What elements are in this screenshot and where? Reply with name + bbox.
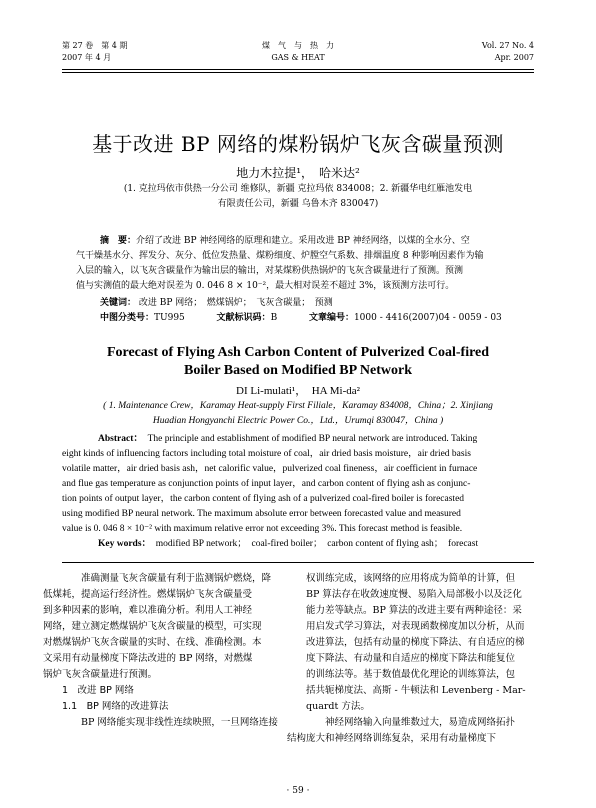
body-text-line: 到多种因素的影响，难以准确分析。利用人工神经	[43, 605, 253, 616]
body-text-line: quardt 方法。	[306, 701, 370, 712]
body-text-line: 准确测量飞灰含碳量有利于监测锅炉燃烧，降	[81, 573, 272, 584]
classification-line	[100, 311, 534, 326]
abstract-en-label: Abstract：	[98, 434, 143, 444]
body-paragraph-continued	[306, 571, 534, 715]
clc-label: 中图分类号：	[100, 313, 155, 323]
body-text-line: 括共轭梯度法、高斯 - 牛顿法和 Levenberg - Mar-	[306, 685, 526, 696]
body-text-line: 权训练完成，该网络的应用将成为简单的计算，但	[306, 573, 516, 584]
section-heading-1: 1 改进 BP 网络	[62, 685, 134, 696]
abstract-cn-label: 摘 要：	[100, 236, 137, 246]
affiliation-cn-line: 有限责任公司，新疆 乌鲁木齐 830047)	[217, 199, 379, 209]
body-text-line: 低煤耗，提高运行经济性。燃煤锅炉飞灰含碳量受	[43, 589, 253, 600]
paper-title-cn: 基于改进 BP 网络的煤粉锅炉飞灰含碳量预测	[92, 132, 504, 156]
abstract-en-line: volatile matter，air dried basis ash，net calorific value，pulverized coal fineness，air coefficient in furnace	[62, 464, 478, 474]
header-volume-en: Vol. 27 No. 4	[481, 41, 534, 50]
abstract-en-line: and flue gas temperature as conjunction points of input layer，and carbon content of flying ash as conjunc-	[62, 479, 471, 489]
body-text-line: 锅炉飞灰含碳量进行预测。	[43, 669, 158, 680]
intro-paragraph	[43, 571, 290, 683]
body-separator-rule	[62, 562, 534, 563]
body-text-line: 文采用有动量梯度下降法改进的 BP 网络，对燃煤	[43, 653, 253, 664]
abstract-cn	[76, 234, 534, 294]
body-text-line: 的训练法等。基于数值最优化理论的训练算法，包	[306, 669, 516, 680]
header-rule	[62, 69, 534, 70]
abstract-en	[62, 432, 534, 552]
header-center	[62, 40, 534, 64]
affiliation-en-line: ( 1. Maintenance Crew，Karamay Heat-supply First Filiale，Karamay 834008，China；2. Xinjiang	[103, 401, 493, 411]
body-left-column	[43, 571, 290, 731]
body-text-line: 神经网络输入向量维数过大，易造成网络拓扑	[325, 717, 516, 728]
body-right-column	[287, 571, 534, 747]
paper-title-en-line: Boiler Based on Modified BP Network	[183, 363, 413, 378]
body-text-line: 对燃煤锅炉飞灰含碳量的实时、在线、准确检测。本	[43, 637, 262, 648]
body-paragraph	[287, 715, 534, 747]
section-heading-1-1: 1.1 BP 网络的改进算法	[62, 701, 169, 712]
body-paragraph: BP 网络能实现非线性连续映照，一旦网络连接	[81, 717, 278, 728]
body-text-line: 用启发式学习算法，对表现函数梯度加以分析，从而	[306, 621, 525, 632]
clc-value: TU995	[154, 313, 185, 323]
authors-cn: 地力木拉提¹， 哈米达²	[236, 166, 360, 180]
article-number-label: 文章编号：	[308, 313, 354, 323]
abstract-en-line: tion points of output layer，the carbon content of flying ash of a pulverized coal-fired boiler is forecasted	[62, 494, 465, 504]
body-text-line: 改进算法，包括有动量的梯度下降法、有自适应的梯	[306, 637, 525, 648]
header-rule-thin	[62, 72, 534, 73]
body-text-line: BP 算法存在收敛速度慢、易陷入局部极小以及泛化	[306, 589, 522, 600]
keywords-en-label: Key words：	[98, 539, 152, 549]
paper-title-en-line: Forecast of Flying Ash Carbon Content of Pulverized Coal-fired	[106, 345, 490, 360]
keywords-cn-text: 改进 BP 网络； 燃煤锅炉； 飞灰含碳量； 预测	[138, 298, 333, 308]
body-text-line: 能力差等缺点。BP 算法的改进主要有两种途径：采	[306, 605, 522, 616]
body-text-line: 结构庞大和神经网络训练复杂，采用有动量梯度下	[287, 733, 497, 744]
keywords-cn	[100, 296, 534, 311]
journal-name-en: GAS & HEAT	[271, 53, 325, 62]
header-date-cn: 2007 年 4 月	[62, 53, 112, 62]
running-header	[62, 40, 534, 72]
abstract-en-line: using modified BP neural network. The maximum absolute error between forecasted value and measured	[62, 509, 461, 519]
doc-code-label: 文献标识码：	[216, 313, 271, 323]
header-volume-cn: 第 27 卷 第 4 期	[62, 41, 128, 50]
abstract-en-line: The principle and establishment of modified BP neural network are introduced. Taking	[147, 434, 478, 444]
abstract-en-line: value is 0. 046 8 × 10⁻² with maximum relative error not exceeding 3%. This forecast method is feasible.	[62, 524, 463, 534]
abstract-cn-line: 气干燥基水分、挥发分、灰分、低位发热量、煤粉细度、炉膛空气系数、排烟温度 8 种影响因素作为输	[76, 251, 484, 261]
abstract-cn-line: 入层的输入，以飞灰含碳量作为输出层的输出，对某煤粉供热锅炉的飞灰含碳量进行了预测。预测	[76, 266, 464, 276]
header-date-en: Apr. 2007	[494, 53, 534, 62]
affiliation-en	[80, 399, 516, 429]
doc-code-value: B	[270, 313, 278, 323]
body-text-line: 度下降法、有动量和自适应的梯度下降法和能复位	[306, 653, 516, 664]
abstract-cn-line: 值与实测值的最大绝对误差为 0. 046 8 × 10⁻²，最大相对误差不超过 3%，该预测方法可行。	[76, 281, 455, 291]
keywords-en-text: modified BP network； coal-fired boiler； carbon content of flying ash； forecast	[155, 539, 479, 549]
abstract-en-line: eight kinds of influencing factors including total moisture of coal，air dried basis moisture，air dried basis	[62, 449, 471, 459]
body-text-line: 网络，建立测定燃煤锅炉飞灰含碳量的模型，可实现	[43, 621, 262, 632]
affiliation-en-line: Huadian Hongyanchi Electric Power Co.，Ltd.，Urumqi 830047，China )	[152, 416, 444, 426]
page-number: · 59 ·	[286, 786, 310, 796]
journal-name-cn: 煤 气 与 热 力	[262, 41, 334, 50]
authors-en: DI Li-mulati¹， HA Mi-da²	[236, 385, 360, 397]
header-right	[482, 40, 534, 64]
keywords-cn-label: 关键词：	[100, 298, 137, 308]
paper-title-en	[40, 344, 556, 380]
affiliation-cn-line: (1. 克拉玛依市供热一分公司 维修队，新疆 克拉玛依 834008；2. 新疆华电红雁池发电	[123, 184, 473, 194]
article-number-value: 1000 - 4416(2007)04 - 0059 - 03	[353, 313, 502, 323]
abstract-cn-line: 介绍了改进 BP 神经网络的原理和建立。采用改进 BP 神经网络，以煤的全水分、空	[136, 236, 470, 246]
affiliation-cn	[90, 182, 506, 212]
